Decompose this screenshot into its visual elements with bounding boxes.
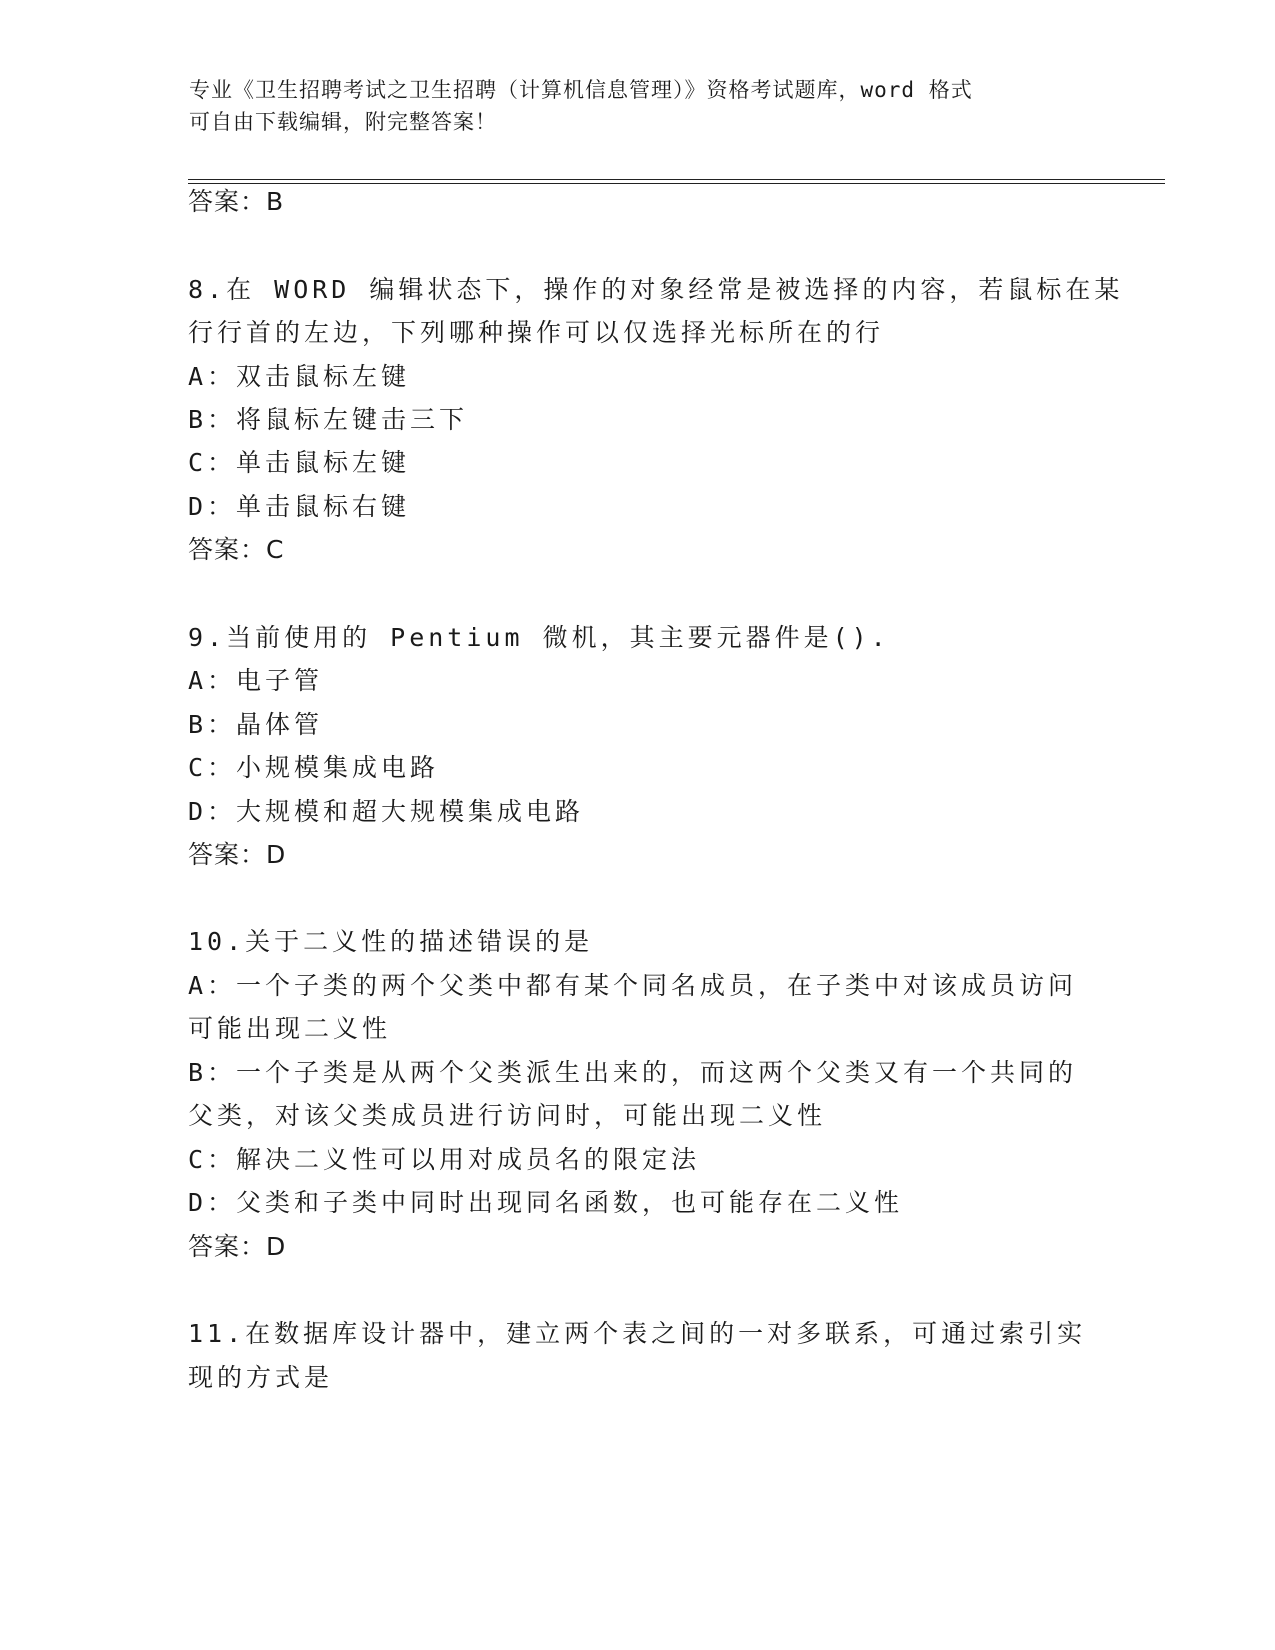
option-c: C：单击鼠标左键 (188, 448, 411, 477)
question-stem: 现的方式是 (188, 1363, 334, 1392)
header-line-1: 专业《卫生招聘考试之卫生招聘（计算机信息管理）》资格考试题库，word 格式 (189, 78, 973, 102)
option-a: A：双击鼠标左键 (188, 362, 411, 391)
option-d: D：父类和子类中同时出现同名函数，也可能存在二义性 (188, 1188, 904, 1217)
option-c: C：解决二义性可以用对成员名的限定法 (188, 1145, 701, 1174)
option-b: B：晶体管 (188, 710, 324, 739)
option-b-continued: 父类，对该父类成员进行访问时，可能出现二义性 (188, 1101, 827, 1130)
question-stem: 行行首的左边，下列哪种操作可以仅选择光标所在的行 (188, 318, 885, 347)
answer-line: 答案：D (188, 840, 287, 869)
question-stem: 8.在 WORD 编辑状态下，操作的对象经常是被选择的内容，若鼠标在某 (188, 275, 1124, 304)
option-c: C：小规模集成电路 (188, 753, 440, 782)
option-a: A：电子管 (188, 666, 324, 695)
question-stem: 9.当前使用的 Pentium 微机，其主要元器件是(). (188, 623, 890, 652)
option-d: D：单击鼠标右键 (188, 492, 411, 521)
option-b: B：将鼠标左键击三下 (188, 405, 469, 434)
option-a-continued: 可能出现二义性 (188, 1014, 392, 1043)
question-stem: 10.关于二义性的描述错误的是 (188, 927, 594, 956)
answer-line: 答案：D (188, 1232, 287, 1261)
header-divider-bottom (188, 183, 1165, 184)
option-b: B：一个子类是从两个父类派生出来的，而这两个父类又有一个共同的 (188, 1058, 1078, 1087)
question-stem: 11.在数据库设计器中，建立两个表之间的一对多联系，可通过索引实 (188, 1319, 1087, 1348)
header-divider-top (188, 179, 1165, 180)
header-line-2: 可自由下载编辑，附完整答案！ (189, 110, 497, 134)
document-header (189, 74, 1089, 138)
answer-line: 答案：C (188, 535, 285, 564)
option-a: A：一个子类的两个父类中都有某个同名成员，在子类中对该成员访问 (188, 971, 1078, 1000)
answer-line: 答案：B (188, 187, 285, 216)
option-d: D：大规模和超大规模集成电路 (188, 797, 585, 826)
